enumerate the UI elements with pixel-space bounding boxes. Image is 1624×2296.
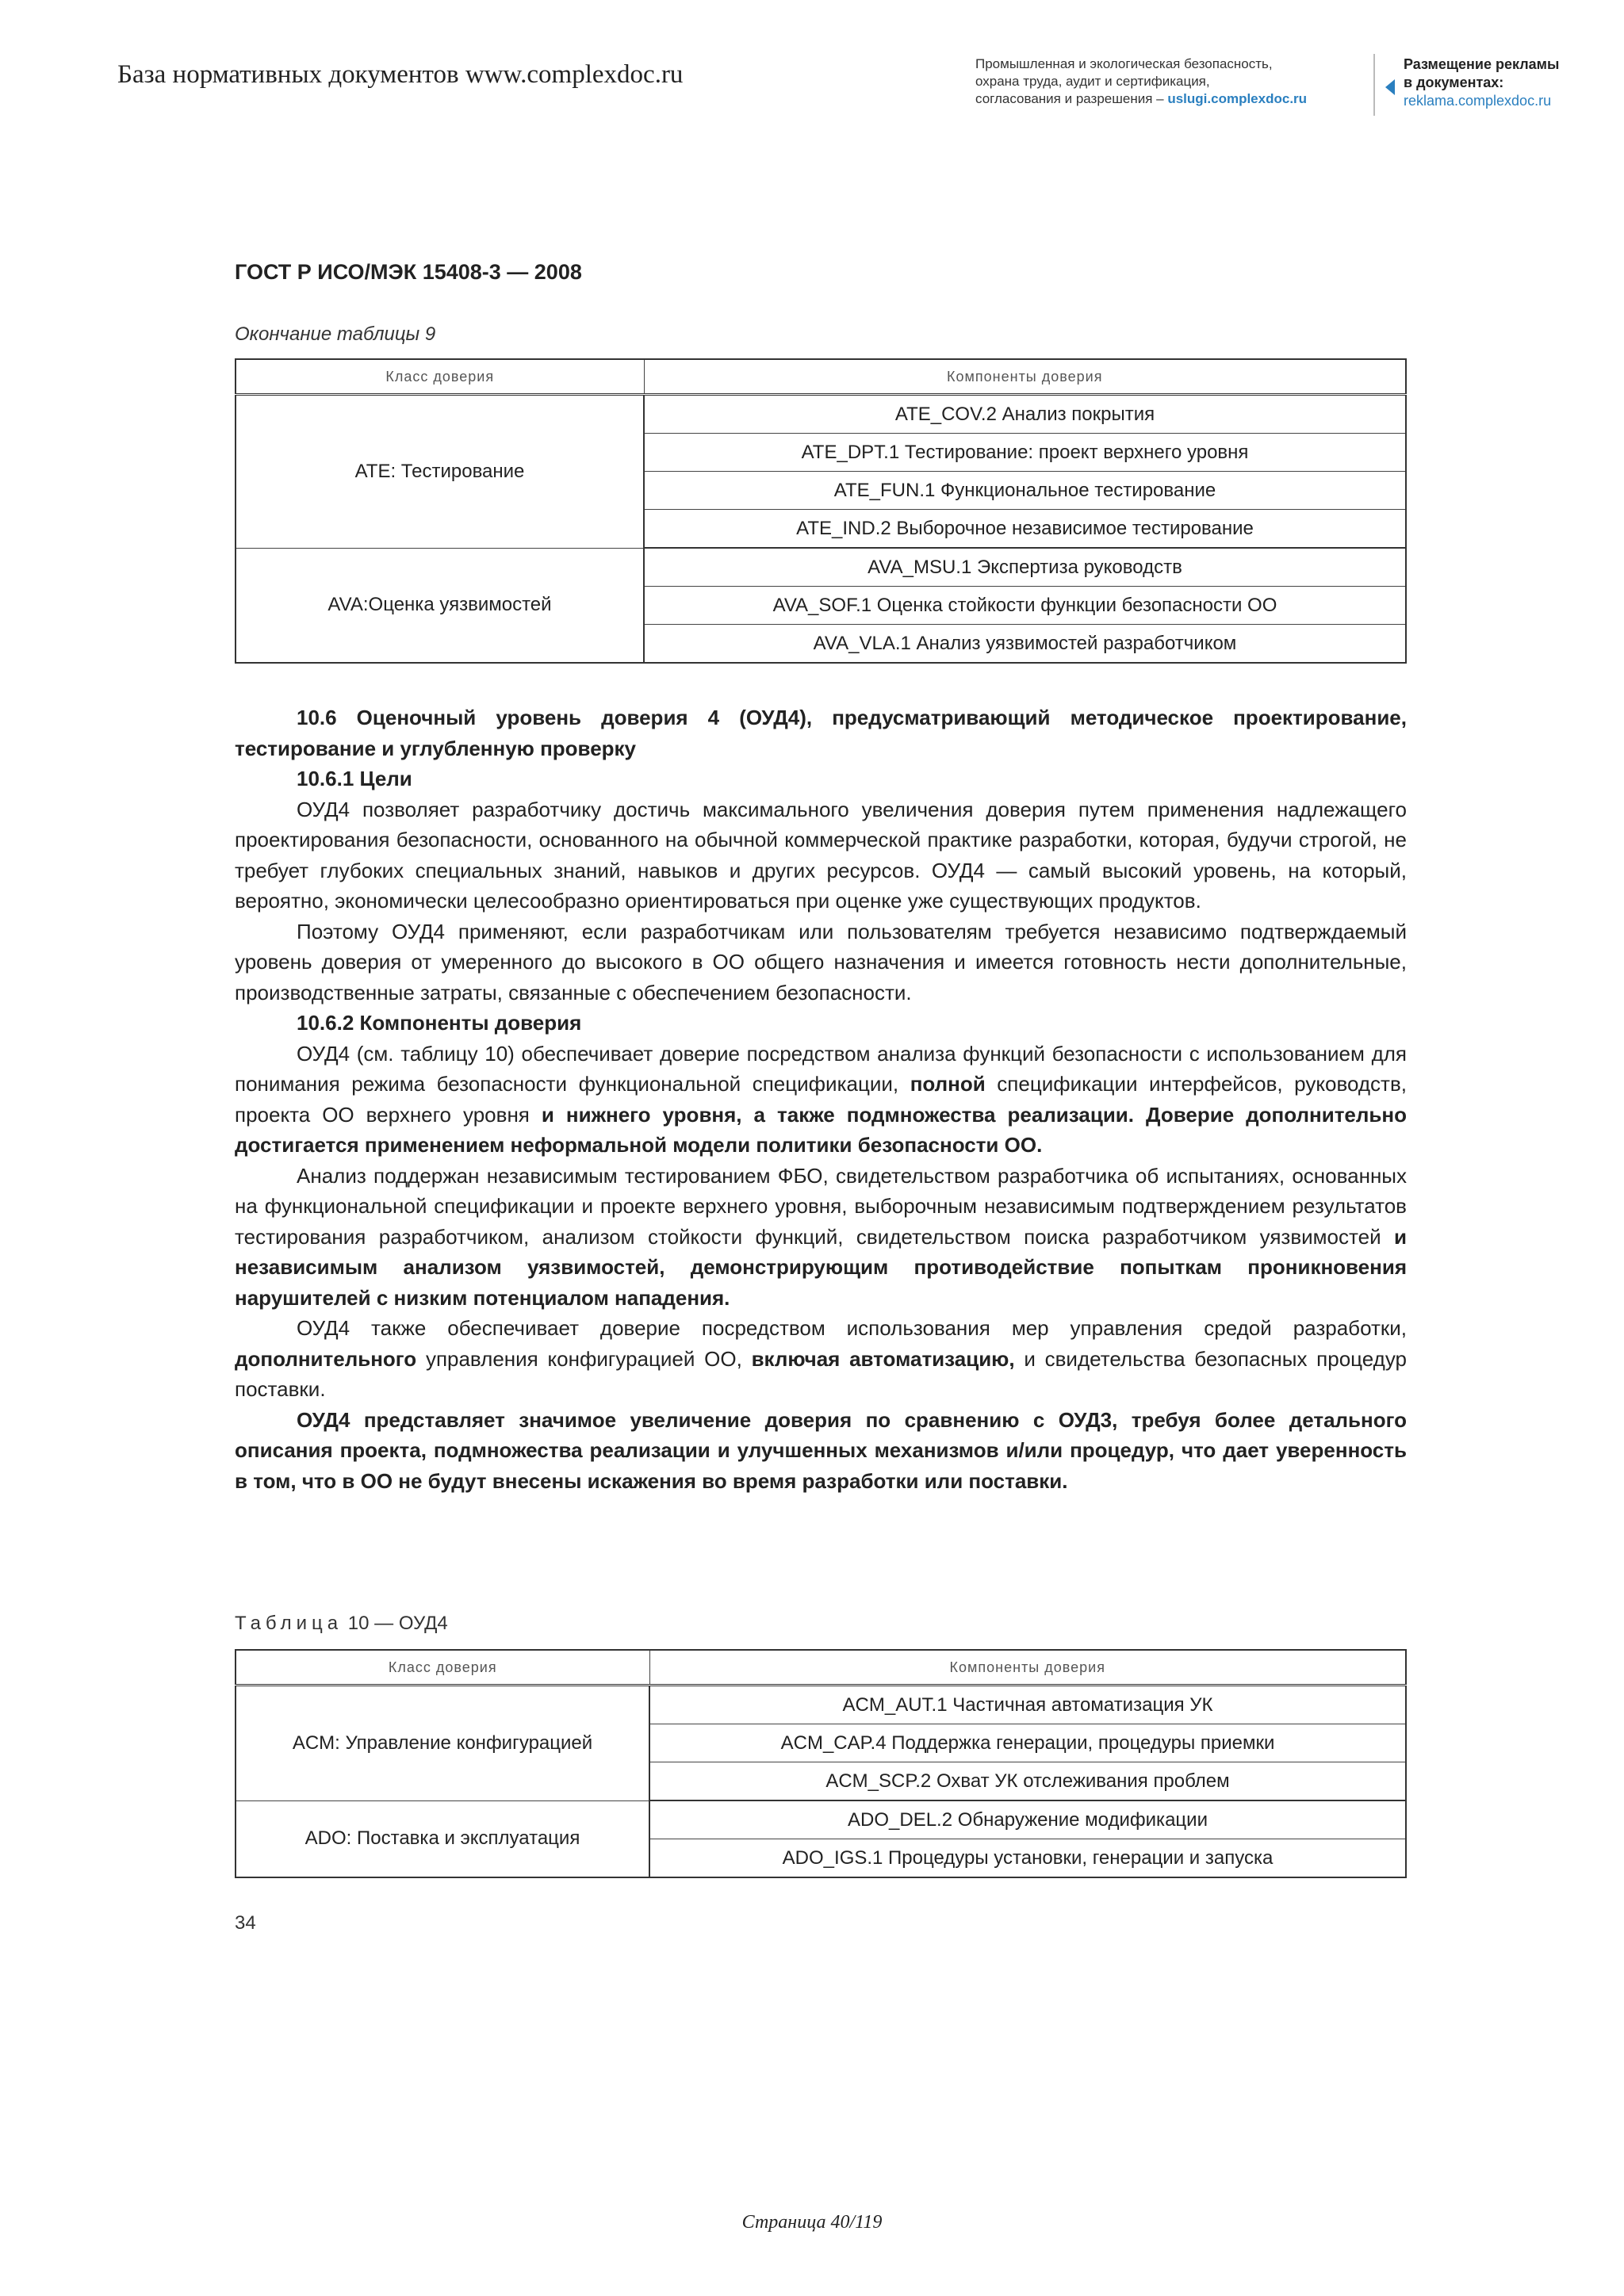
text-run: управления конфигурацией ОО, [425,1346,742,1371]
ad-line: Промышленная и экологическая безопасность, [975,56,1273,71]
table-row [236,1686,1406,1724]
bold-text-run: и независимым анализом уязвимостей, демонстрирующим противодействие попыткам проникновения нарушителей с низким потенциалом нападения. [235,1224,1407,1310]
bold-text-run: включая автоматизацию, [751,1346,1015,1371]
component-cell: ATE_FUN.1 Функциональное тестирование [644,472,1406,510]
table-row [236,395,1406,434]
paragraph [235,1313,1407,1405]
class-cell: ADO: Поставка и эксплуатация [236,1800,649,1877]
page-footer: Страница 40/119 [741,2212,883,2233]
ad-line: охрана труда, аудит и сертификация, [975,74,1210,89]
column-header: Компоненты доверия [649,1650,1406,1686]
services-ad [975,55,1364,108]
table9-caption: Окончание таблицы 9 [235,323,436,345]
paragraph-bold: ОУД4 представляет значимое увеличение доверия по сравнению с ОУД3, требуя более детального описания проекта, подмножества реализации и улучшенных механизмов и/или процедур, что дает уверенность в том, что в ОО не будут внесены искажения во время разработки или поставки. [235,1407,1407,1493]
paragraph: Поэтому ОУД4 применяют, если разработчикам или пользователям требуется независимо подтверждаемый уровень доверия от умеренного до высокого в ОО общего назначения и имеется готовность нести дополнительные, производственные затраты, связанные с обеспечением безопасности. [235,919,1407,1004]
class-cell: ATE: Тестирование [236,395,644,549]
table-header-row [236,1650,1406,1686]
column-header: Класс доверия [236,359,644,395]
text-run: и свидетельства безопасных процедур поставки. [235,1346,1408,1401]
text-run: ОУД4 (см. таблицу 10) обеспечивает доверие посредством анализа функций безопасности с использованием для понимания режима безопасности функциональной спецификации, [235,1041,1407,1096]
ad-separator [1373,54,1375,116]
text-run: Анализ поддержан независимым тестированием ФБО, свидетельством разработчика об испытаниях, основанных на функциональной спецификации и проекте верхнего уровня, выборочным независимым подтверждением результатов тестирования разработчиком, анализом стойкости функций, свидетельством поиска разработчиком уязвимостей [235,1163,1407,1249]
table9 [235,358,1407,664]
component-cell: ACM_CAP.4 Поддержка генерации, процедуры приемки [649,1724,1406,1762]
component-cell: ADO_DEL.2 Обнаружение модификации [649,1800,1406,1839]
bold-text-run: дополнительного [235,1346,417,1371]
section-heading: 10.6 Оценочный уровень доверия 4 (ОУД4), предусматривающий методическое проектирование, тестирование и углубленную проверку [235,706,1407,760]
ad-line [975,90,1364,108]
table10-caption [235,1613,448,1635]
page-number: 34 [235,1912,256,1934]
table10-caption-label: Таблица [235,1613,343,1634]
section-body [235,702,1407,1496]
class-cell: AVA:Оценка уязвимостей [236,548,644,663]
subsection-heading-goals: 10.6.1 Цели [297,767,412,790]
paragraph: ОУД4 позволяет разработчику достичь максимального увеличения доверия путем применения надлежащего проектирования безопасности, основанного на обычной коммерческой практике разработки, которая, будучи строгой, не требует глубоких специальных знаний, навыков и других ресурсов. ОУД4 — самый высокий уровень, на который, вероятно, экономически целесообразно ориентироваться при оценке уже существующих продуктов. [235,797,1407,913]
component-cell: ACM_AUT.1 Частичная автоматизация УК [649,1686,1406,1724]
component-cell: ACM_SCP.2 Охват УК отслеживания проблем [649,1762,1406,1801]
ad-line: в документах: [1404,75,1504,90]
arrow-left-icon [1385,79,1395,95]
component-cell: AVA_SOF.1 Оценка стойкости функции безопасности ОО [644,587,1406,625]
component-cell: ADO_IGS.1 Процедуры установки, генерации и запуска [649,1839,1406,1878]
paragraph [235,1039,1407,1161]
subsection-heading-components: 10.6.2 Компоненты доверия [297,1011,582,1035]
table-row [236,548,1406,587]
services-link[interactable]: uslugi.complexdoc.ru [1167,91,1308,106]
class-cell: ACM: Управление конфигурацией [236,1686,649,1801]
ad-line: Размещение рекламы [1404,56,1560,72]
table10 [235,1649,1407,1878]
advertising-ad [1404,55,1594,110]
advertising-link[interactable]: reklama.complexdoc.ru [1404,93,1552,109]
bold-text-run: полной [910,1072,986,1096]
bold-text-run: и нижнего уровня, а также подмножества реализации. Доверие дополнительно достигается применением неформальной модели политики безопасности ОО. [235,1102,1407,1157]
table-row [236,1800,1406,1839]
site-title: База нормативных документов www.complexdoc.ru [117,60,684,89]
component-cell: ATE_DPT.1 Тестирование: проект верхнего уровня [644,434,1406,472]
column-header: Класс доверия [236,1650,649,1686]
ad-text: согласования и разрешения – [975,91,1164,106]
component-cell: AVA_VLA.1 Анализ уязвимостей разработчиком [644,625,1406,664]
table10-caption-title: 10 — ОУД4 [347,1613,448,1634]
component-cell: ATE_COV.2 Анализ покрытия [644,395,1406,434]
component-cell: ATE_IND.2 Выборочное независимое тестирование [644,510,1406,549]
paragraph [235,1161,1407,1314]
component-cell: AVA_MSU.1 Экспертиза руководств [644,548,1406,587]
document-header: ГОСТ Р ИСО/МЭК 15408-3 — 2008 [235,260,582,284]
text-run: спецификации интерфейсов, руководств, проекта ОО верхнего уровня [235,1072,1407,1127]
table-header-row [236,359,1406,395]
text-run: ОУД4 также обеспечивает доверие посредством использования мер управления средой разработки, [297,1316,1407,1340]
column-header: Компоненты доверия [644,359,1406,395]
